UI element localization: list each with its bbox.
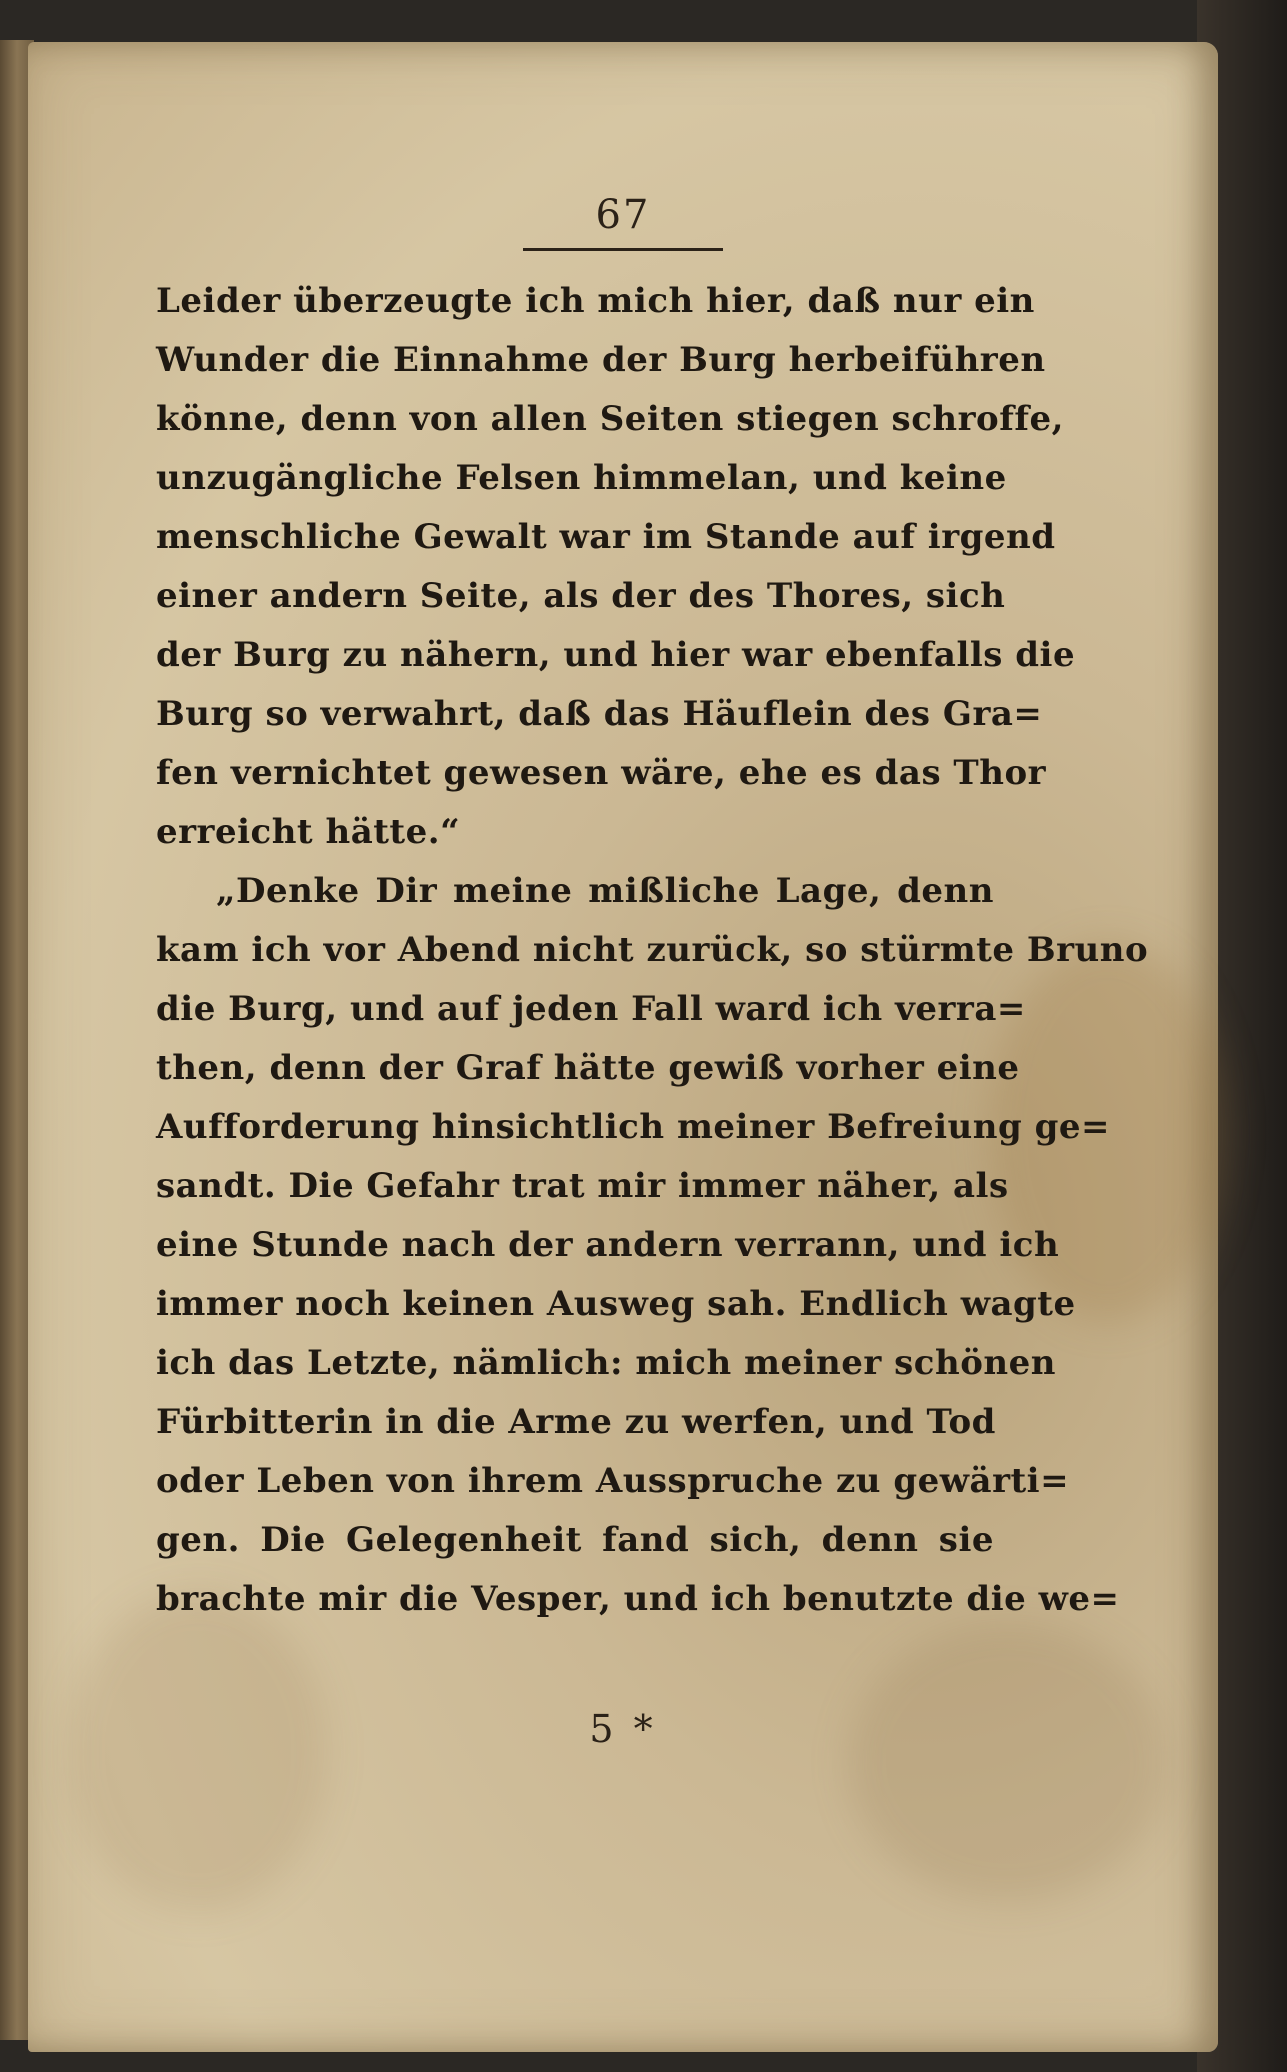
text-line: immer noch keinen Ausweg sah. Endlich wagte: [156, 1284, 1076, 1324]
text-line: der Burg zu nähern, und hier war ebenfalls die: [156, 635, 1076, 675]
text-line: gen. Die Gelegenheit fand sich, denn sie: [156, 1520, 994, 1560]
text-line: unzugängliche Felsen himmelan, und keine: [156, 458, 1007, 498]
text-line: sandt. Die Gefahr trat mir immer näher, als: [156, 1166, 1009, 1206]
text-line: Aufforderung hinsichtlich meiner Befreiung ge=: [156, 1107, 1110, 1147]
body-text: [156, 272, 1149, 1629]
text-line: Burg so verwahrt, daß das Häuflein des Gra=: [156, 694, 1043, 734]
text-line: erreicht hätte.“: [156, 812, 461, 852]
text-line: einer andern Seite, als der des Thores, sich: [156, 576, 1006, 616]
signature-mark: [28, 1707, 1218, 1751]
text-line: oder Leben von ihrem Ausspruche zu gewärti=: [156, 1461, 1070, 1501]
text-line: then, denn der Graf hätte gewiß vorher eine: [156, 1048, 1020, 1088]
text-line: Fürbitterin in die Arme zu werfen, und Tod: [156, 1402, 996, 1442]
paper-stain: [68, 1592, 328, 1912]
text-line: „Denke Dir meine mißliche Lage, denn: [216, 871, 994, 911]
page-number: 67: [595, 192, 651, 238]
header-rule: [523, 248, 723, 251]
text-line: die Burg, und auf jeden Fall ward ich verra=: [156, 989, 1026, 1029]
text-line: Wunder die Einnahme der Burg herbeiführen: [156, 340, 1046, 380]
text-line: kam ich vor Abend nicht zurück, so stürmte Bruno: [156, 930, 1149, 970]
page-header: [28, 192, 1218, 251]
book-page: [28, 42, 1218, 2052]
text-line: fen vernichtet gewesen wäre, ehe es das Thor: [156, 753, 1047, 793]
text-line: brachte mir die Vesper, und ich benutzte die we=: [156, 1579, 1120, 1619]
text-line: eine Stunde nach der andern verrann, und ich: [156, 1225, 1060, 1265]
signature-text: 5 *: [589, 1707, 657, 1751]
text-line: menschliche Gewalt war im Stande auf irgend: [156, 517, 1056, 557]
text-line: ich das Letzte, nämlich: mich meiner schönen: [156, 1343, 1056, 1383]
text-line: Leider überzeugte ich mich hier, daß nur ein: [156, 281, 1035, 321]
text-line: könne, denn von allen Seiten stiegen schroffe,: [156, 399, 1064, 439]
paper-stain: [848, 1622, 1168, 1902]
